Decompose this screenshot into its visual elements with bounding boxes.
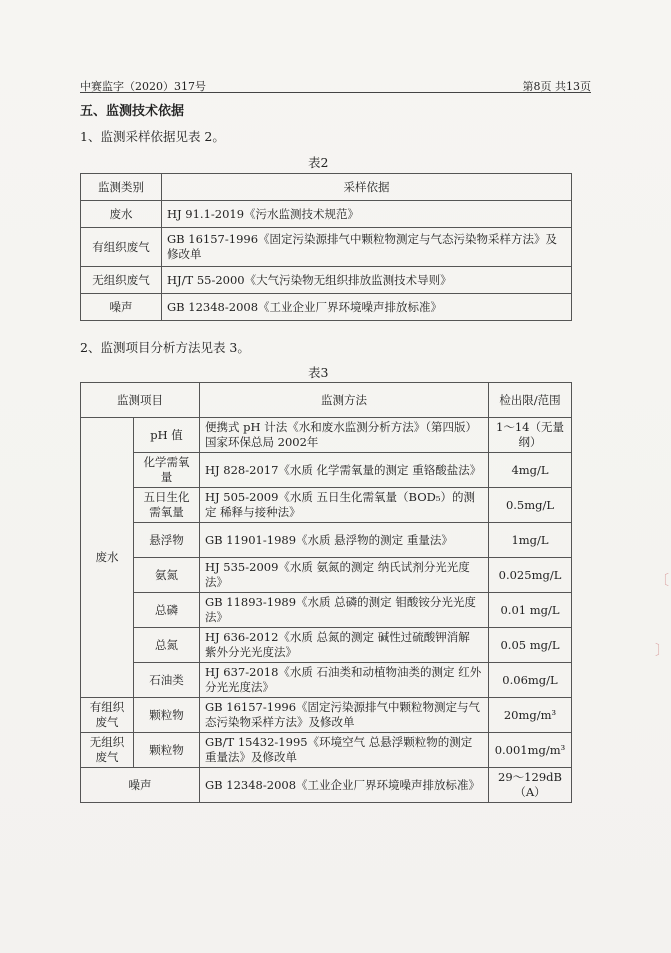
header-cell: 检出限/范围 — [489, 383, 572, 418]
table-row — [81, 768, 572, 803]
doc-number: 中赛监字（2020）317号 — [80, 80, 206, 93]
basis-cell: GB 16157-1996《固定污染源排气中颗粒物测定与气态污染物采样方法》及修改单 — [162, 228, 572, 267]
table3-caption: 表3 — [308, 365, 329, 380]
table-row — [81, 453, 572, 488]
method-cell: GB 11893-1989《水质 总磷的测定 钼酸铵分光光度法》 — [200, 593, 489, 628]
header-rule — [80, 92, 591, 93]
item-cell: 总氮 — [134, 628, 200, 663]
method-cell: HJ 636-2012《水质 总氮的测定 碱性过硫酸钾消解 紫外分光光度法》 — [200, 628, 489, 663]
method-cell: GB 12348-2008《工业企业厂界环境噪声排放标准》 — [200, 768, 489, 803]
table-row — [81, 558, 572, 593]
paragraph-2: 2、监测项目分析方法见表 3。 — [80, 340, 250, 355]
method-cell: GB 11901-1989《水质 悬浮物的测定 重量法》 — [200, 523, 489, 558]
table-row — [81, 267, 572, 294]
table-row — [81, 488, 572, 523]
page-header — [80, 74, 591, 94]
item-cell: 悬浮物 — [134, 523, 200, 558]
page-info: 第8页 共13页 — [522, 80, 591, 93]
method-cell: HJ 637-2018《水质 石油类和动植物油类的测定 红外分光光度法》 — [200, 663, 489, 698]
group-cell: 废水 — [81, 418, 134, 698]
table-row — [81, 628, 572, 663]
table-header-row — [81, 174, 572, 201]
header-cell: 采样依据 — [162, 174, 572, 201]
category-cell: 有组织废气 — [81, 228, 162, 267]
limit-cell: 0.001mg/m³ — [489, 733, 572, 768]
item-cell: pH 值 — [134, 418, 200, 453]
basis-cell: HJ/T 55-2000《大气污染物无组织排放监测技术导则》 — [162, 267, 572, 294]
table-3 — [80, 382, 572, 803]
basis-cell: GB 12348-2008《工业企业厂界环境噪声排放标准》 — [162, 294, 572, 321]
limit-cell: 0.5mg/L — [489, 488, 572, 523]
method-cell: HJ 535-2009《水质 氨氮的测定 纳氏试剂分光光度法》 — [200, 558, 489, 593]
category-cell: 无组织废气 — [81, 267, 162, 294]
limit-cell: 0.06mg/L — [489, 663, 572, 698]
item-cell: 颗粒物 — [134, 733, 200, 768]
seal-edge-mark: 〔 — [655, 573, 669, 589]
item-cell: 颗粒物 — [134, 698, 200, 733]
limit-cell: 29～129dB（A） — [489, 768, 572, 803]
paragraph-1: 1、监测采样依据见表 2。 — [80, 129, 225, 144]
category-cell: 废水 — [81, 201, 162, 228]
table-row — [81, 698, 572, 733]
basis-cell: HJ 91.1-2019《污水监测技术规范》 — [162, 201, 572, 228]
table-row — [81, 201, 572, 228]
header-cell: 监测方法 — [200, 383, 489, 418]
seal-edge-mark: 〕 — [655, 643, 669, 659]
table-row — [81, 733, 572, 768]
group-cell: 噪声 — [81, 768, 200, 803]
category-cell: 噪声 — [81, 294, 162, 321]
limit-cell: 0.01 mg/L — [489, 593, 572, 628]
limit-cell: 0.05 mg/L — [489, 628, 572, 663]
item-cell: 石油类 — [134, 663, 200, 698]
section-title: 五、监测技术依据 — [80, 104, 185, 119]
item-cell: 五日生化需氧量 — [134, 488, 200, 523]
table-row — [81, 593, 572, 628]
header-cell: 监测项目 — [81, 383, 200, 418]
limit-cell: 0.025mg/L — [489, 558, 572, 593]
table-row — [81, 294, 572, 321]
method-cell: HJ 505-2009《水质 五日生化需氧量（BOD₅）的测定 稀释与接种法》 — [200, 488, 489, 523]
limit-cell: 20mg/m³ — [489, 698, 572, 733]
table-2 — [80, 173, 572, 321]
item-cell: 氨氮 — [134, 558, 200, 593]
table-row — [81, 523, 572, 558]
table2-caption: 表2 — [308, 155, 329, 170]
limit-cell: 4mg/L — [489, 453, 572, 488]
limit-cell: 1～14（无量纲） — [489, 418, 572, 453]
method-cell: 便携式 pH 计法《水和废水监测分析方法》（第四版）国家环保总局 2002年 — [200, 418, 489, 453]
method-cell: GB 16157-1996《固定污染源排气中颗粒物测定与气态污染物采样方法》及修改单 — [200, 698, 489, 733]
table-row — [81, 663, 572, 698]
item-cell: 化学需氧量 — [134, 453, 200, 488]
table-row — [81, 418, 572, 453]
item-cell: 总磷 — [134, 593, 200, 628]
group-cell: 有组织废气 — [81, 698, 134, 733]
limit-cell: 1mg/L — [489, 523, 572, 558]
group-cell: 无组织废气 — [81, 733, 134, 768]
table-header-row — [81, 383, 572, 418]
method-cell: GB/T 15432-1995《环境空气 总悬浮颗粒物的测定 重量法》及修改单 — [200, 733, 489, 768]
table-row — [81, 228, 572, 267]
header-cell: 监测类别 — [81, 174, 162, 201]
method-cell: HJ 828-2017《水质 化学需氧量的测定 重铬酸盐法》 — [200, 453, 489, 488]
